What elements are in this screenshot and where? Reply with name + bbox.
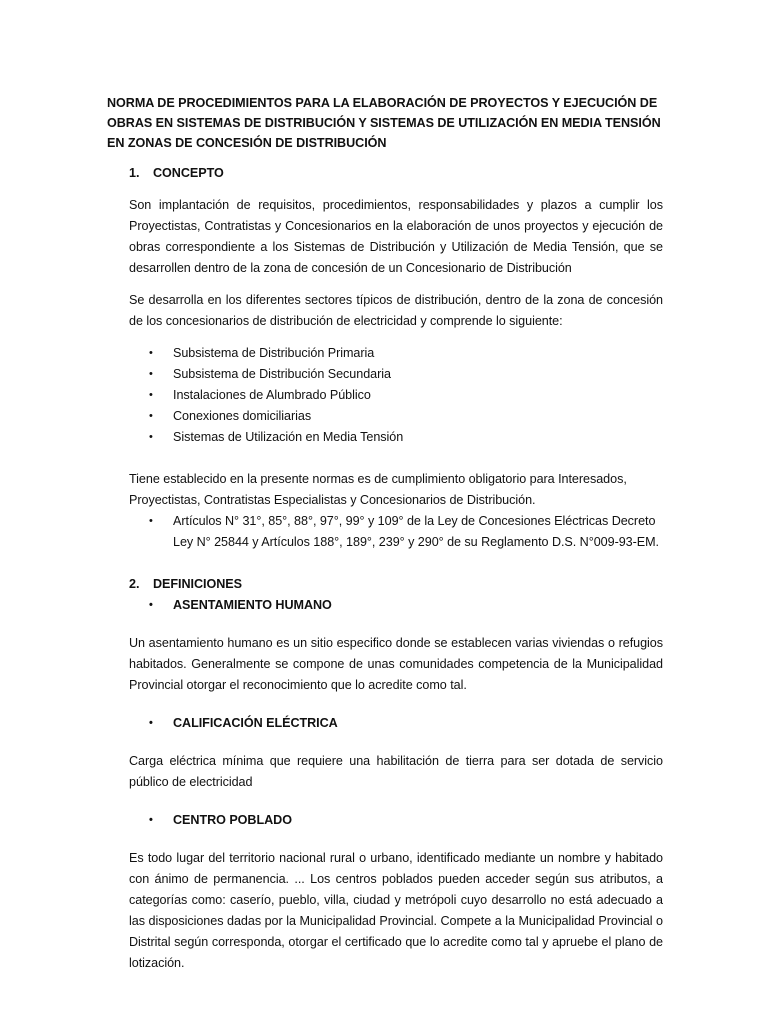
bullet-icon: • — [149, 814, 153, 826]
section-heading-concepto — [107, 163, 663, 184]
bullet-icon: • — [149, 515, 153, 527]
bullet-icon: • — [149, 717, 153, 729]
concepto-paragraph-3: Tiene establecido en la presente normas es de cumplimiento obligatorio para Interesados, Proyectistas, Contratistas Especialistas y Concesionarios de Distribución. — [129, 472, 627, 507]
definition-term-list — [107, 595, 663, 616]
definition-text: Un asentamiento humano es un sitio especifico donde se establecen varias viviendas o refugios habitados. Generalmente se compone de unas comunidades competencia de la Municipalidad Provincial otorgar el reconocimiento que lo acredite como tal. — [129, 636, 663, 692]
definition-text: Es todo lugar del territorio nacional rural o urbano, identificado mediante un nombre y habitado con ánimo de permanencia. ... Los centros poblados pueden acceder según sus atributos, a categorías como: caserío, pueblo, villa, ciudad y metrópoli cuyo desarrollo no está adecuado a las disposiciones dadas por la Municipalidad Provincial. Compete a la Municipalidad Provincial o Distrital según corresponda, otorgar el certificado que lo acredite como tal y apruebe el plano de lotización. — [129, 851, 663, 970]
list-item: • Instalaciones de Alumbrado Público — [107, 385, 663, 406]
bullet-icon: • — [149, 389, 153, 401]
definition-term: • CALIFICACIÓN ELÉCTRICA — [107, 713, 663, 734]
definition-term: • ASENTAMIENTO HUMANO — [107, 595, 663, 616]
definition-term-list — [107, 810, 663, 831]
document-title: NORMA DE PROCEDIMIENTOS PARA LA ELABORACIÓN DE PROYECTOS Y EJECUCIÓN DE OBRAS EN SISTEMAS DE DISTRIBUCIÓN Y SISTEMAS DE UTILIZACIÓN EN MEDIA TENSIÓN EN ZONAS DE CONCESIÓN DE DISTRIBUCIÓN — [107, 96, 661, 150]
bullet-icon: • — [149, 431, 153, 443]
section-heading-definiciones — [107, 574, 663, 595]
list-item: • Sistemas de Utilización en Media Tensión — [107, 427, 663, 448]
bullet-icon: • — [149, 599, 153, 611]
bullet-icon: • — [149, 410, 153, 422]
concepto-paragraph-1: Son implantación de requisitos, procedimientos, responsabilidades y plazos a cumplir los Proyectistas, Contratistas y Concesionarios en la elaboración de unos proyectos y ejecución de obras correspondiente a los Sistemas de Distribución y Utilización de Media Tensión, que se desarrollen dentro de la zona de concesión de un Concesionario de Distribución — [129, 198, 663, 275]
document-body — [107, 93, 663, 974]
list-item: • Artículos N° 31°, 85°, 88°, 97°, 99° y 109° de la Ley de Concesiones Eléctricas Decreto Ley N° 25844 y Artículos 188°, 189°, 239° y 290° de su Reglamento D.S. N°009-93-EM. — [107, 511, 663, 553]
section-number: 1. — [129, 166, 140, 180]
definition-text: Carga eléctrica mínima que requiere una habilitación de tierra para ser dotada de servicio público de electricidad — [129, 754, 663, 789]
section-title: DEFINICIONES — [153, 577, 242, 591]
legal-list — [107, 511, 663, 553]
concepto-paragraph-2: Se desarrolla en los diferentes sectores típicos de distribución, dentro de la zona de concesión de los concesionarios de distribución de electricidad y comprende lo siguiente: — [129, 293, 663, 328]
definition-term-list — [107, 713, 663, 734]
section-title: CONCEPTO — [153, 166, 224, 180]
list-item: • Subsistema de Distribución Primaria — [107, 343, 663, 364]
list-item: • Conexiones domiciliarias — [107, 406, 663, 427]
section-number: 2. — [129, 577, 140, 591]
list-item: • Subsistema de Distribución Secundaria — [107, 364, 663, 385]
bullet-icon: • — [149, 347, 153, 359]
subsystem-list — [107, 343, 663, 448]
bullet-icon: • — [149, 368, 153, 380]
definition-term: • CENTRO POBLADO — [107, 810, 663, 831]
